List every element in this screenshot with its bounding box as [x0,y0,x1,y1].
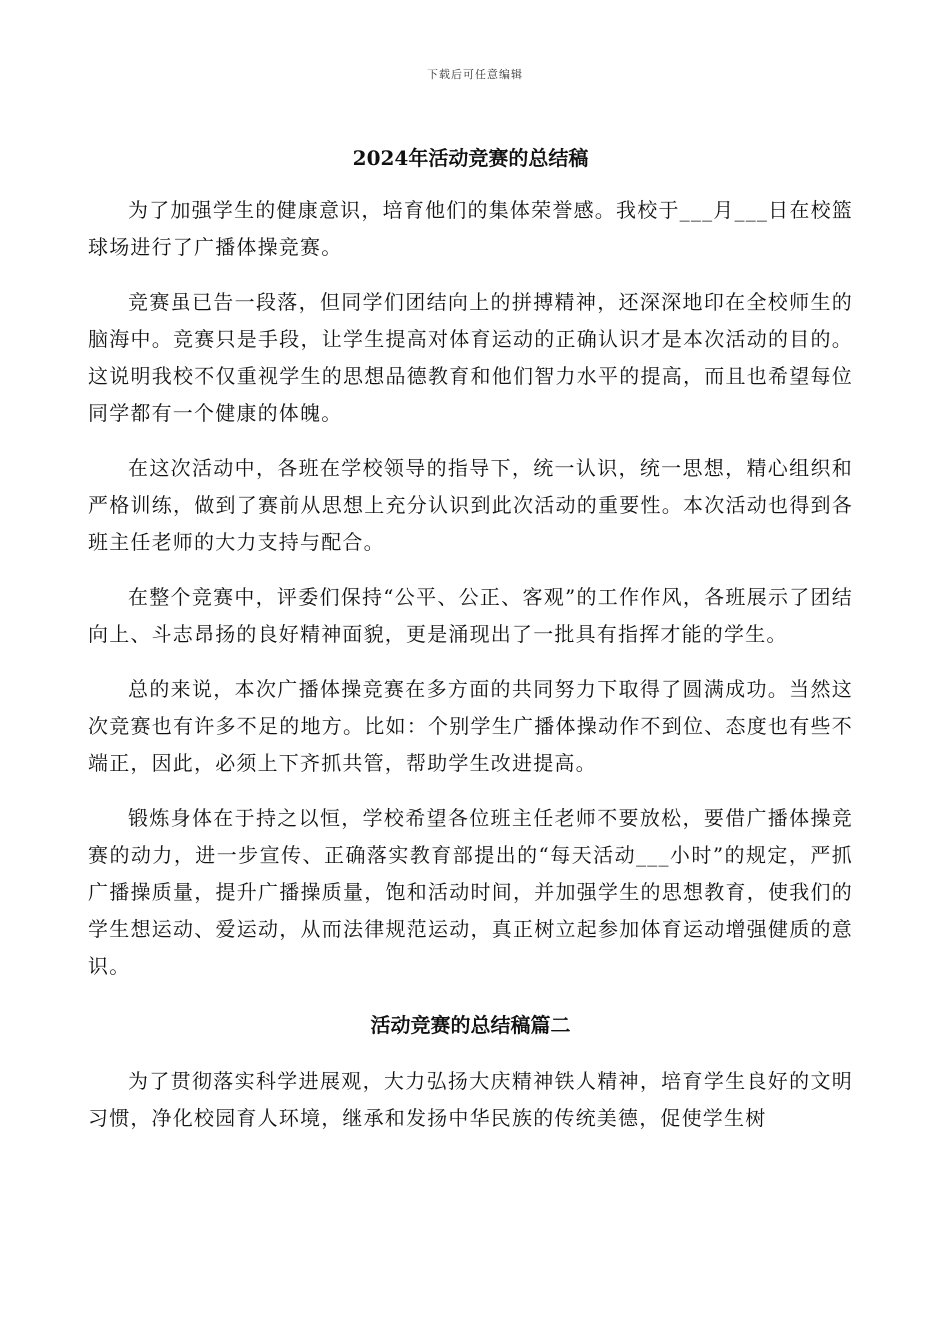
section-2-title: 活动竞赛的总结稿篇二 [370,1013,571,1037]
paragraph-2: 竞赛虽已告一段落，但同学们团结向上的拼搏精神，还深深地印在全校师生的脑海中。竞赛只是手段，让学生提高对体育运动的正确认识才是本次活动的目的。这说明我校不仅重视学生的思想品德教育和他们智力水平的提高，而且也希望每位同学都有一个健康的体魄。 [88,290,853,425]
paragraph-1: 为了加强学生的健康意识，培育他们的集体荣誉感。我校于___月___日在校篮球场进行了广播体操竞赛。 [88,198,853,259]
section-2-paragraph-1: 为了贯彻落实科学进展观，大力弘扬大庆精神铁人精神，培育学生良好的文明习惯，净化校园育人环境，继承和发扬中华民族的传统美德，促使学生树 [88,1069,853,1130]
paragraph-6: 锻炼身体在于持之以恒，学校希望各位班主任老师不要放松，要借广播体操竞赛的动力，进一步宣传、正确落实教育部提出的“每天活动___小时”的规定，严抓广播操质量，提升广播操质量，饱和活动时间，并加强学生的思想教育，使我们的学生想运动、爱运动，从而法律规范运动，真正树立起参加体育运动增强健质的意识。 [88,806,853,978]
paragraph-5: 总的来说，本次广播体操竞赛在多方面的共同努力下取得了圆满成功。当然这次竞赛也有许多不足的地方。比如：个别学生广播体操动作不到位、态度也有些不端正，因此，必须上下齐抓共管，帮助学生改进提高。 [88,677,853,775]
paragraph-3: 在这次活动中，各班在学校领导的指导下，统一认识，统一思想，精心组织和严格训练，做到了赛前从思想上充分认识到此次活动的重要性。本次活动也得到各班主任老师的大力支持与配合。 [88,456,853,554]
header-note: 下载后可任意编辑 [427,68,523,81]
document-body [88,140,853,1137]
paragraph-4: 在整个竞赛中，评委们保持“公平、公正、客观”的工作作风，各班展示了团结向上、斗志昂扬的良好精神面貌，更是涌现出了一批具有指挥才能的学生。 [88,585,853,646]
document-title: 2024年活动竞赛的总结稿 [352,146,589,170]
